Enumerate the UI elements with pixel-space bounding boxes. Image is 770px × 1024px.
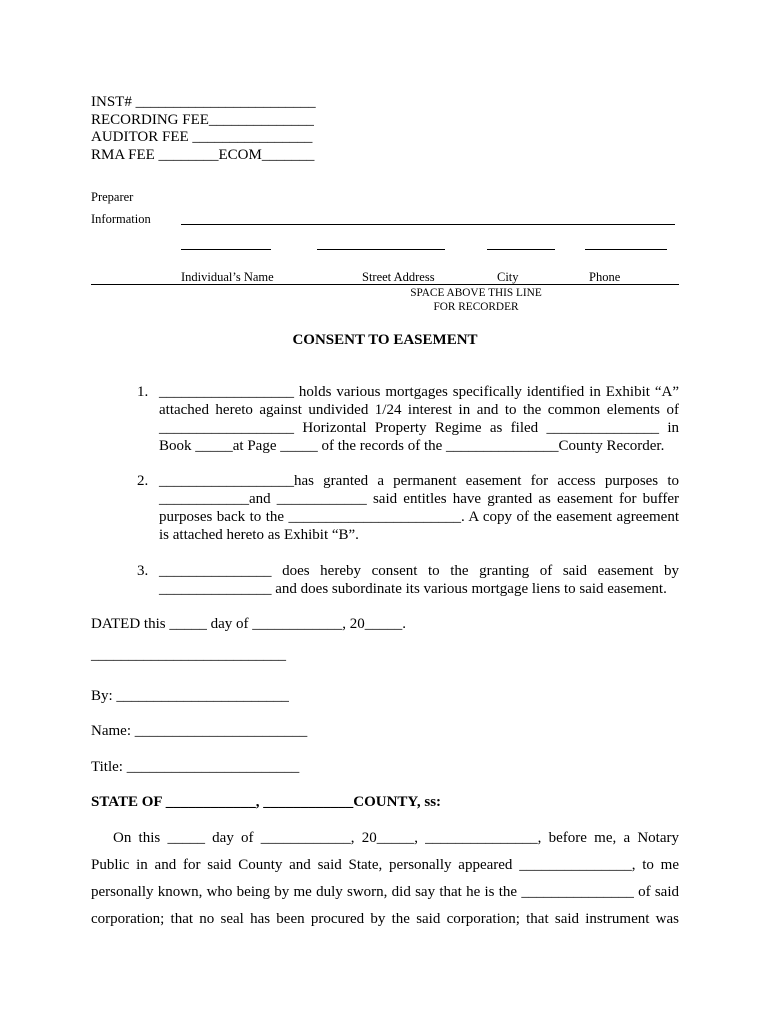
preparer-info-line — [181, 224, 675, 225]
notary-line: personally known, who being by me duly sworn, did say that he is the _______________ of said — [91, 884, 679, 900]
clause-2-number: 2. — [137, 473, 149, 489]
document-title: CONSENT TO EASEMENT — [292, 332, 478, 348]
clause-line: __________________has granted a permanent easement for access purposes to — [159, 473, 679, 489]
column-label-street-address: Street Address — [362, 270, 435, 284]
auditor-fee-line: AUDITOR FEE ________________ — [91, 129, 313, 146]
recording-fee-line: RECORDING FEE______________ — [91, 111, 314, 128]
clause-line: is attached hereto as Exhibit “B”. — [159, 527, 359, 543]
signature-by-line: By: _______________________ — [91, 688, 289, 704]
rma-fee-line: RMA FEE ________ECOM_______ — [91, 147, 315, 164]
notary-line: Public in and for said County and said State, personally appeared _______________, to me — [91, 857, 679, 873]
notary-line: corporation; that no seal has been procured by the said corporation; that said instrument was — [91, 911, 679, 927]
column-label-phone: Phone — [589, 270, 621, 284]
recorder-note-line-1: SPACE ABOVE THIS LINE — [410, 287, 542, 299]
preparer-name-blank — [181, 249, 271, 250]
recording-fee-block — [91, 94, 316, 165]
inst-number-line: INST# ________________________ — [91, 94, 316, 110]
preparer-address-blank — [317, 249, 445, 250]
clause-line: purposes back to the _______________________. A copy of the easement agreement — [159, 509, 679, 525]
dated-line: DATED this _____ day of ____________, 20_____. — [91, 616, 406, 632]
clause-3-number: 3. — [137, 563, 149, 579]
preparer-phone-blank — [585, 249, 667, 250]
clause-line: __________________ Horizontal Property Regime as filed _______________ in — [159, 420, 679, 436]
clause-3-text — [159, 562, 679, 598]
column-label-city: City — [497, 270, 519, 284]
column-label-name: Individual’s Name — [181, 270, 274, 284]
clause-2-text — [159, 472, 679, 544]
clause-line: attached hereto against undivided 1/24 interest in and to the common elements of — [159, 402, 679, 418]
clause-1-number: 1. — [137, 384, 149, 400]
notary-paragraph — [91, 825, 679, 933]
signature-line: __________________________ — [91, 647, 286, 663]
preparer-label: Preparer — [91, 190, 134, 204]
clause-line: _______________ does hereby consent to the granting of said easement by — [159, 563, 679, 579]
clause-1-text — [159, 383, 679, 455]
clause-line: ____________and ____________ said entitles have granted as easement for buffer — [159, 491, 679, 507]
notary-line: On this _____ day of ____________, 20_____, _______________, before me, a Notary — [113, 830, 679, 846]
signature-title-line: Title: _______________________ — [91, 759, 300, 775]
preparer-city-blank — [487, 249, 555, 250]
recorder-note-line-2: FOR RECORDER — [433, 301, 519, 313]
clause-line: _______________ and does subordinate its various mortgage liens to said easement. — [159, 581, 667, 597]
signature-name-line: Name: _______________________ — [91, 723, 308, 739]
clause-line: Book _____at Page _____ of the records of the _______________County Recorder. — [159, 438, 665, 454]
notary-venue: STATE OF ____________, ____________COUNTY, ss: — [91, 794, 442, 810]
clause-line: __________________ holds various mortgages specifically identified in Exhibit “A” — [159, 384, 679, 400]
information-label: Information — [91, 212, 151, 226]
